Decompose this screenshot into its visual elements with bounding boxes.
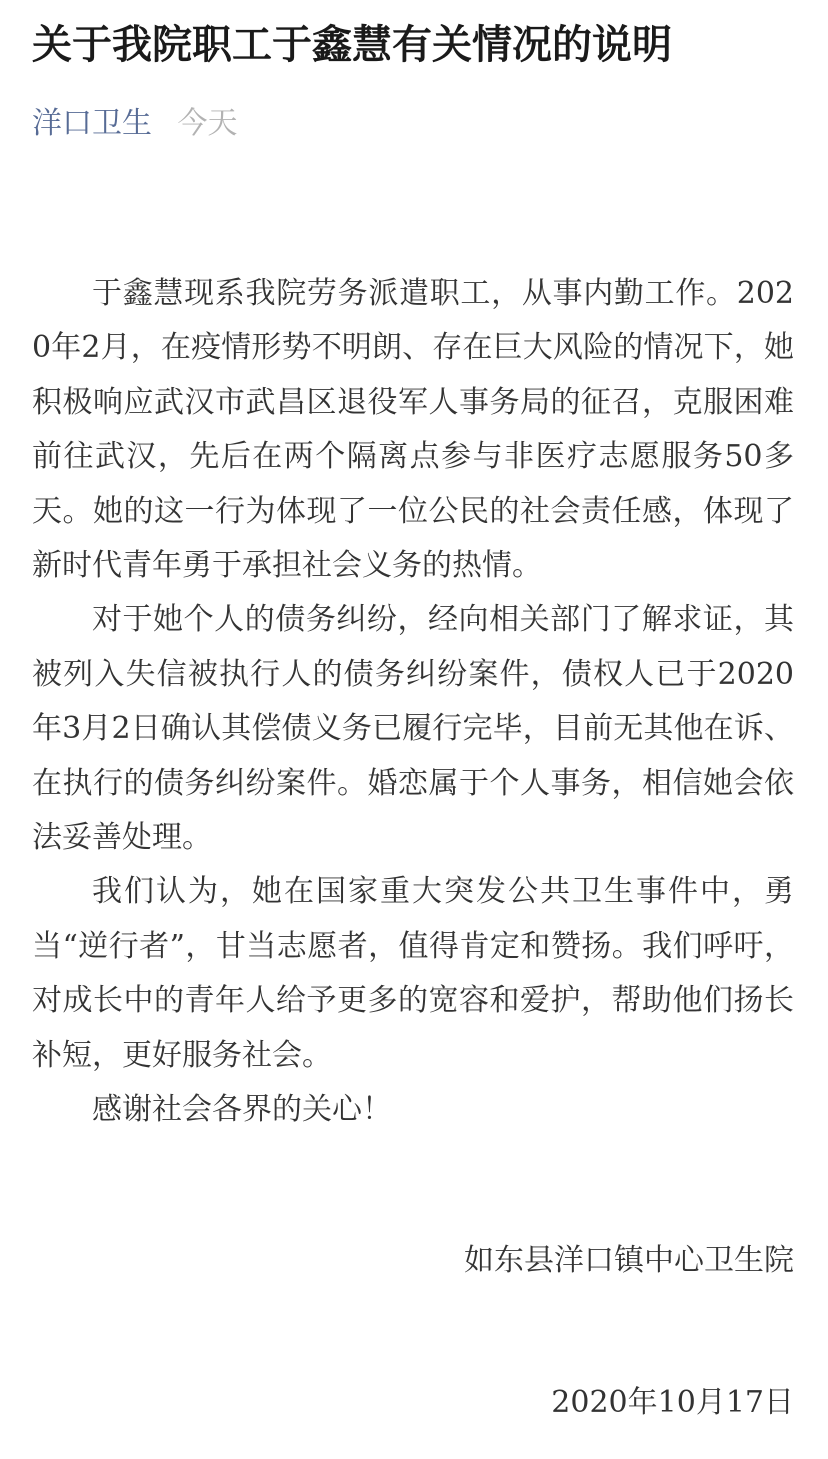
publish-time: 今天 — [177, 106, 238, 141]
article-title: 关于我院职工于鑫慧有关情况的说明 — [32, 22, 672, 68]
body-paragraph: 对于她个人的债务纠纷，经向相关部门了解求证，其被列入失信被执行人的债务纠纷案件，债权人已于2020年3月2日确认其偿债义务已履行完毕，目前无其他在诉、在执行的债务纠纷案件。婚恋属于个人事务，相信她会依法妥善处理。 — [32, 602, 794, 856]
article-body — [32, 267, 794, 1138]
article-meta — [32, 104, 238, 144]
signature-organization: 如东县洋口镇中心卫生院 — [464, 1243, 794, 1278]
body-paragraph: 我们认为，她在国家重大突发公共卫生事件中，勇当“逆行者”，甘当志愿者，值得肯定和赞扬。我们呼吁，对成长中的青年人给予更多的宽容和爱护，帮助他们扬长补短，更好服务社会。 — [32, 874, 794, 1073]
body-paragraph: 感谢社会各界的关心！ — [92, 1092, 392, 1128]
body-paragraph: 于鑫慧现系我院劳务派遣职工，从事内勤工作。2020年2月，在疫情形势不明朗、存在巨大风险的情况下，她积极响应武汉市武昌区退役军人事务局的征召，克服困难前往武汉，先后在两个隔离点参与非医疗志愿服务50多天。她的这一行为体现了一位公民的社会责任感，体现了新时代青年勇于承担社会义务的热情。 — [32, 276, 794, 584]
signature-date: 2020年10月17日 — [551, 1385, 794, 1420]
account-name-link[interactable]: 洋口卫生 — [32, 106, 152, 141]
